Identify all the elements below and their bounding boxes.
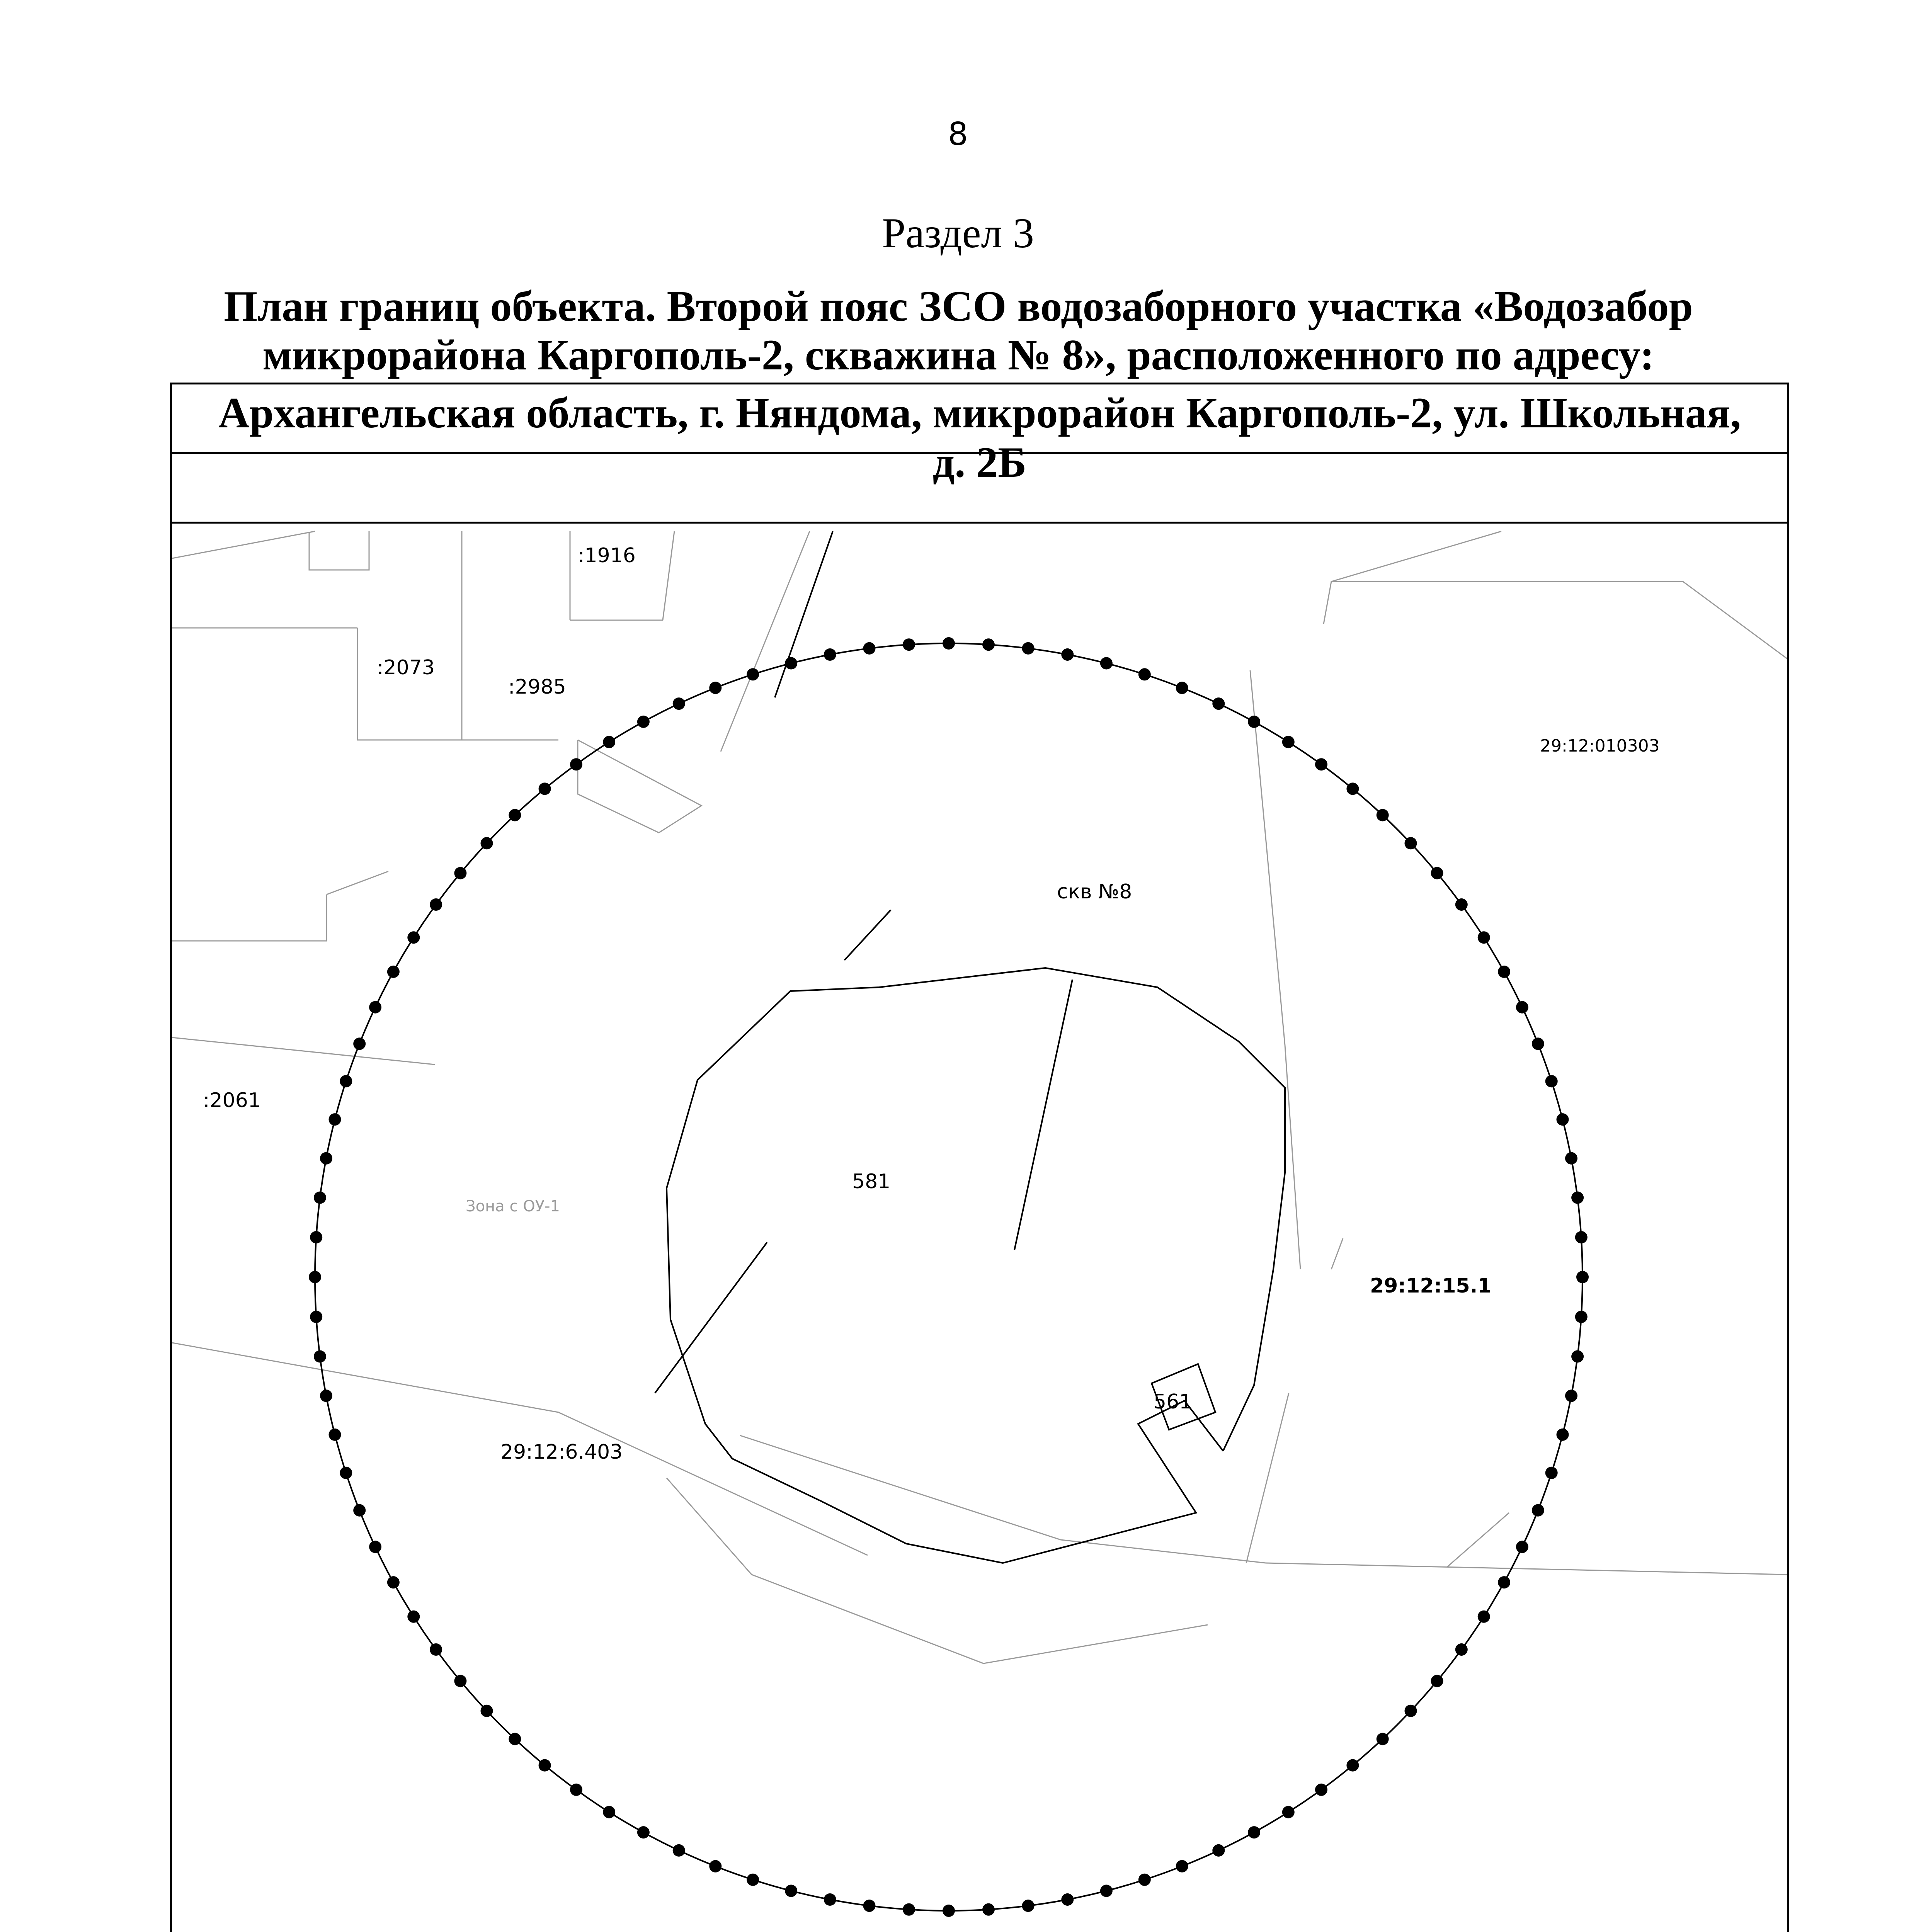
boundary-point [1557, 1429, 1569, 1441]
boundary-point [309, 1271, 321, 1283]
boundary-point [353, 1504, 366, 1517]
boundary-point [1431, 867, 1443, 879]
boundary-point [1405, 1705, 1417, 1717]
boundary-point [1498, 966, 1510, 978]
label-quarter-6-403: 29:12:6.403 [500, 1440, 623, 1464]
boundary-point [1282, 1806, 1295, 1818]
boundary-point [481, 1705, 493, 1717]
document-title [166, 282, 1751, 379]
boundary-point [1346, 1759, 1359, 1772]
boundary-point [320, 1152, 332, 1165]
boundary-point [1315, 1784, 1327, 1796]
boundary-point [637, 1826, 650, 1838]
boundary-point [1061, 648, 1074, 661]
boundary-point [1571, 1192, 1584, 1204]
boundary-point [673, 1844, 685, 1857]
boundary-point [1532, 1037, 1544, 1050]
boundary-point [570, 758, 582, 770]
boundary-point [747, 1874, 759, 1886]
boundary-point [320, 1389, 332, 1402]
boundary-point [603, 736, 615, 748]
boundary-point [430, 1643, 442, 1656]
boundary-point [1576, 1271, 1589, 1283]
boundary-point [1575, 1311, 1588, 1323]
boundary-point [1571, 1350, 1584, 1363]
label-parcel-581: 581 [852, 1170, 891, 1193]
map-labels [203, 544, 1660, 1464]
label-quarter-010303: 29:12:010303 [1540, 736, 1660, 756]
boundary-point [1478, 1611, 1490, 1623]
parcel-581-outline [667, 968, 1285, 1563]
boundary-point [329, 1429, 341, 1441]
boundary-point [1022, 1900, 1035, 1912]
boundary-point [340, 1075, 352, 1087]
boundary-point [1565, 1389, 1577, 1402]
boundary-point [387, 966, 400, 978]
boundary-point [709, 1860, 721, 1872]
title-line-2: микрорайона Каргополь-2, скважина № 8», расположенного по адресу: [262, 331, 1654, 379]
boundary-point [509, 809, 521, 821]
boundary-point [1176, 682, 1188, 694]
boundary-point [340, 1467, 352, 1479]
boundary-point [1565, 1152, 1577, 1165]
boundary-point [407, 1611, 420, 1623]
address [170, 388, 1789, 487]
boundary-point [1100, 1885, 1113, 1897]
boundary-point [863, 1900, 876, 1912]
boundary-point [1575, 1231, 1588, 1243]
boundary-point [1346, 782, 1359, 795]
boundary-point [747, 668, 759, 680]
boundary-point [310, 1231, 322, 1243]
boundary-point [982, 638, 995, 651]
page-number: 8 [948, 116, 968, 153]
boundary-point [982, 1903, 995, 1916]
boundary-point [1532, 1504, 1544, 1517]
boundary-point [1431, 1675, 1443, 1687]
boundary-point [785, 657, 797, 670]
boundary-point [1498, 1576, 1510, 1588]
boundary-point [1478, 931, 1490, 944]
boundary-point [1545, 1467, 1558, 1479]
boundary-point [824, 648, 836, 661]
boundary-point [314, 1350, 326, 1363]
boundary-point [637, 716, 650, 728]
boundary-point [1455, 898, 1468, 911]
boundary-point [481, 837, 493, 849]
boundary-point [509, 1733, 521, 1745]
title-line-1: План границ объекта. Второй пояс ЗСО водозаборного участка «Водозабор [224, 282, 1693, 330]
boundary-point [1545, 1075, 1558, 1087]
boundary-point [454, 867, 466, 879]
boundary-point [1212, 1844, 1225, 1857]
boundary-point [1315, 758, 1327, 770]
boundary-point [570, 1784, 582, 1796]
parcel-lines [655, 531, 891, 1393]
boundary-point [369, 1001, 381, 1014]
boundary-point [1377, 809, 1389, 821]
boundary-point [369, 1541, 381, 1553]
label-parcel-1916: :1916 [578, 544, 636, 567]
boundary-point [329, 1113, 341, 1126]
boundary-point [1248, 1826, 1260, 1838]
boundary-point [353, 1037, 366, 1050]
label-well: скв №8 [1057, 880, 1132, 903]
boundary-point [539, 782, 551, 795]
boundary-point [1022, 642, 1035, 655]
label-parcel-2985: :2985 [508, 675, 566, 699]
boundary-point [430, 898, 442, 911]
boundary-point [903, 638, 915, 651]
boundary-point [603, 1806, 615, 1818]
label-quarter-15-1: 29:12:15.1 [1370, 1274, 1492, 1298]
boundary-point [673, 697, 685, 710]
boundary-point [863, 642, 876, 655]
boundary-point [1061, 1893, 1074, 1906]
boundary-point [1176, 1860, 1188, 1872]
boundary-point [1557, 1113, 1569, 1126]
boundary-point [1516, 1001, 1528, 1014]
boundary-point [454, 1675, 466, 1687]
boundary-point [1248, 716, 1260, 728]
boundary-point [1212, 697, 1225, 710]
label-zone-faint: Зона с ОУ-1 [466, 1197, 560, 1215]
address-line-2: д. 2Б [932, 439, 1027, 486]
boundary-point [1516, 1541, 1528, 1553]
label-parcel-561: 561 [1154, 1390, 1192, 1413]
boundary-point [785, 1885, 797, 1897]
section-title: Раздел 3 [882, 209, 1034, 257]
boundary-point [903, 1903, 915, 1916]
boundary-point [1282, 736, 1295, 748]
boundary-point [709, 682, 721, 694]
boundary-point [943, 637, 955, 650]
label-parcel-2073: :2073 [377, 656, 435, 679]
boundary-point [1138, 668, 1151, 680]
label-parcel-2061: :2061 [203, 1089, 261, 1112]
boundary-point [824, 1893, 836, 1906]
boundary-point [387, 1576, 400, 1588]
boundary-point [1455, 1643, 1468, 1656]
boundary-point [1405, 837, 1417, 849]
boundary-plan-map [172, 524, 1787, 1932]
boundary-point [310, 1311, 322, 1323]
boundary-point [943, 1905, 955, 1917]
boundary-point [1138, 1874, 1151, 1886]
boundary-point [1377, 1733, 1389, 1745]
boundary-point [1100, 657, 1113, 670]
boundary-point [314, 1192, 326, 1204]
boundary-point [407, 931, 420, 944]
address-line-1: Архангельская область, г. Няндома, микрорайон Каргополь-2, ул. Школьная, [218, 389, 1741, 437]
boundary-point [539, 1759, 551, 1772]
